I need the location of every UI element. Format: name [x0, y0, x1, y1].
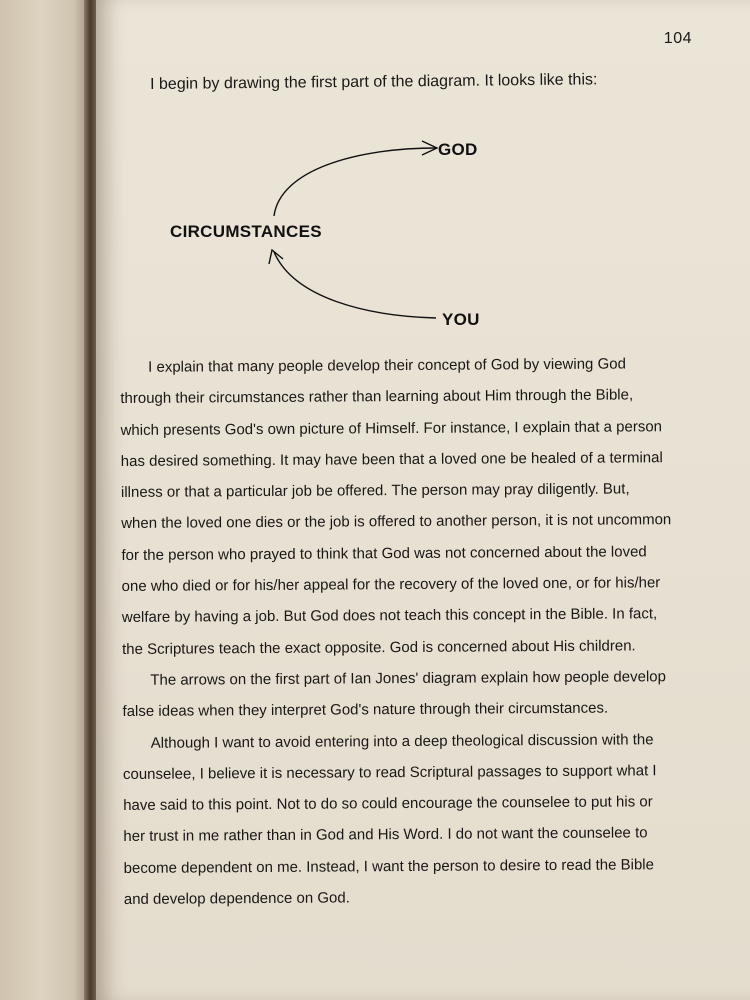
circumstances-label: CIRCUMSTANCES: [170, 222, 322, 241]
text-line: become dependent on me. Instead, I want the person to desire to read the Bible: [123, 856, 655, 877]
text-line: have said to this point. Not to do so could encourage the counselee to put his or: [123, 793, 653, 815]
text-line: The arrows on the first part of Ian Jones' diagram explain how people develop: [150, 668, 667, 689]
arrow-you-to-circumstances: [274, 252, 436, 318]
text-line: through their circumstances rather than learning about Him through the Bible,: [120, 386, 634, 408]
text-line: Although I want to avoid entering into a deep theological discussion with the: [150, 730, 654, 752]
god-label: GOD: [438, 140, 478, 159]
arrow-circumstances-to-god: [274, 148, 436, 216]
text-line: for the person who prayed to think that God was not concerned about the loved: [121, 543, 647, 564]
page-number: 104: [663, 30, 692, 47]
text-line: false ideas when they interpret God's nature through their circumstances.: [122, 699, 609, 721]
text-line: and develop dependence on God.: [123, 889, 350, 909]
right-page: [96, 0, 750, 1000]
text-line: I explain that many people develop their concept of God by viewing God: [148, 355, 626, 376]
intro-sentence: I begin by drawing the first part of the diagram. It looks like this:: [150, 71, 598, 93]
left-page-bleedthrough: [4, 0, 84, 1000]
text-line: welfare by having a job. But God does not teach this concept in the Bible. In fact,: [121, 605, 658, 627]
text-line: which presents God's own picture of Himself. For instance, I explain that a person: [120, 417, 663, 439]
text-line: counselee, I believe it is necessary to read Scriptural passages to support what I: [122, 762, 657, 783]
text-line: illness or that a particular job be offered. The person may pray diligently. But,: [120, 480, 630, 502]
text-line: has desired something. It may have been that a loved one be healed of a terminal: [120, 449, 663, 470]
text-line: one who died or for his/her appeal for the recovery of the loved one, or for his/her: [121, 574, 661, 596]
body-text: [120, 348, 724, 916]
text-line: her trust in me rather than in God and His Word. I do not want the counselee to: [123, 824, 648, 846]
text-line: when the loved one dies or the job is offered to another person, it is not uncommon: [121, 511, 672, 533]
you-label: YOU: [442, 310, 480, 329]
text-line: the Scriptures teach the exact opposite. God is concerned about His children.: [122, 637, 636, 658]
circumstances-diagram: [156, 120, 556, 340]
